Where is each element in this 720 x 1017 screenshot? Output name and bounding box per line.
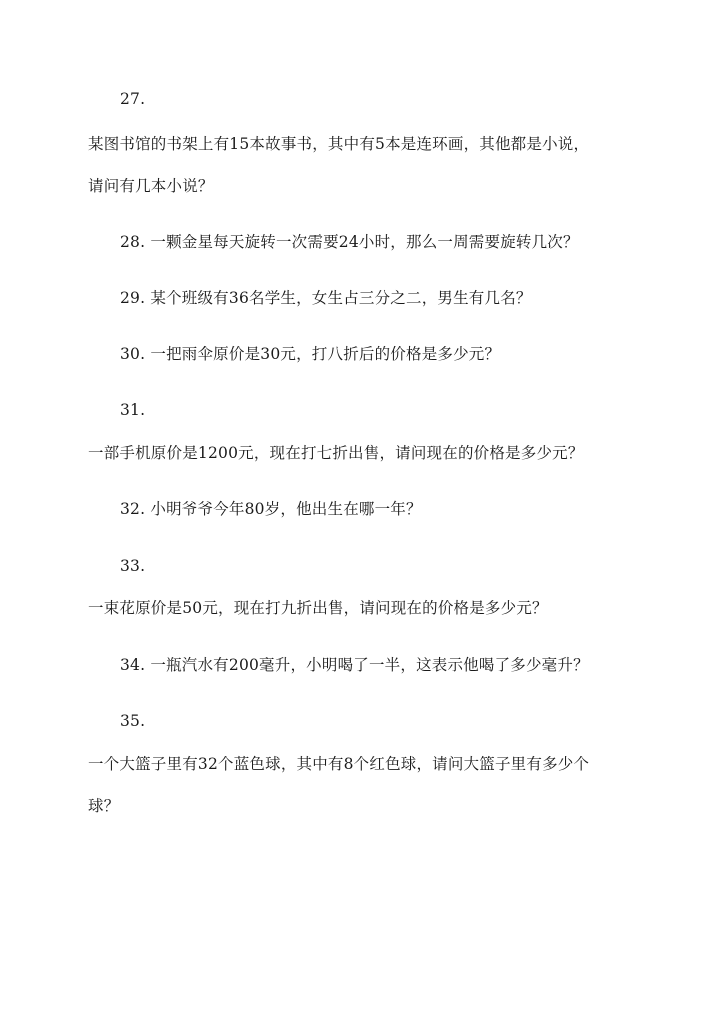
q35-text-line-2: 球？ — [88, 797, 120, 815]
q33-text-line-1: 一束花原价是50元，现在打九折出售，请问现在的价格是多少元？ — [88, 599, 548, 617]
q31-number: 31. — [120, 401, 146, 419]
q28-text: 28. 一颗金星每天旋转一次需要24小时，那么一周需要旋转几次？ — [120, 233, 579, 251]
q34-text: 34. 一瓶汽水有200毫升，小明喝了一半，这表示他喝了多少毫升？ — [120, 656, 589, 674]
q31-text-line-1: 一部手机原价是1200元，现在打七折出售，请问现在的价格是多少元？ — [88, 444, 584, 462]
q27-number: 27. — [120, 90, 146, 108]
q30-text: 30. 一把雨伞原价是30元，打八折后的价格是多少元？ — [120, 345, 501, 363]
q29-text: 29. 某个班级有36名学生，女生占三分之二，男生有几名？ — [120, 289, 532, 307]
q32-text: 32. 小明爷爷今年80岁，他出生在哪一年？ — [120, 500, 422, 518]
q35-number: 35. — [120, 712, 146, 730]
q35-text-line-1: 一个大篮子里有32个蓝色球，其中有8个红色球，请问大篮子里有多少个 — [88, 755, 590, 773]
q33-number: 33. — [120, 557, 146, 575]
q27-text-line-1: 某图书馆的书架上有15本故事书，其中有5本是连环画，其他都是小说， — [88, 135, 590, 153]
q27-text-line-2: 请问有几本小说？ — [88, 177, 214, 195]
